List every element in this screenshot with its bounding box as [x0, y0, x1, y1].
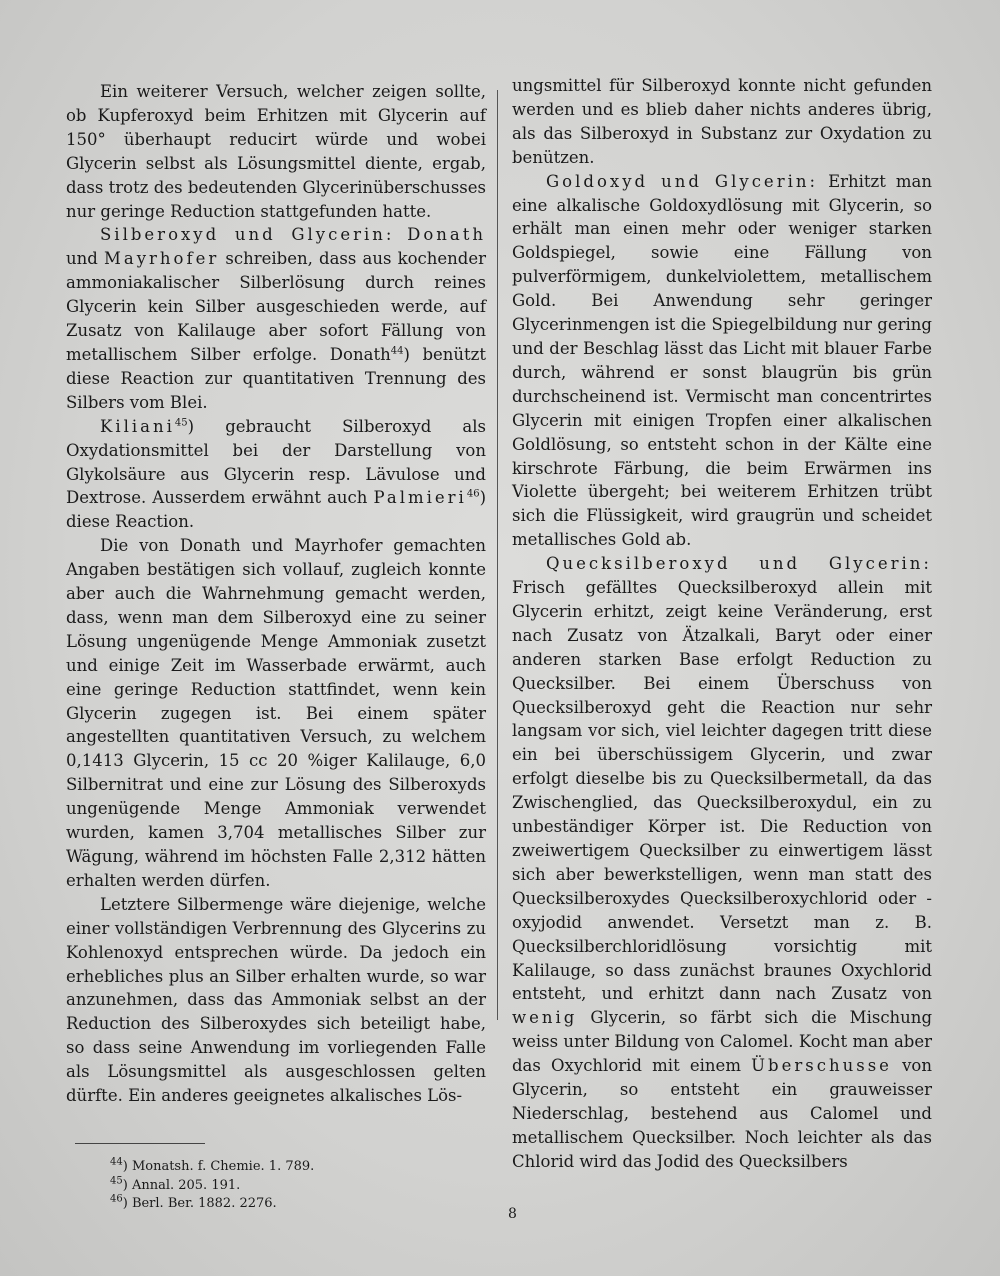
footnote-item — [110, 1195, 460, 1214]
right-column — [512, 74, 932, 1174]
paragraph-text: schreiben, dass aus kochender ammoniakalischer Silberlösung durch reines Glycerin kein Silber ausgeschieden werde, auf Zusatz von Kalilauge aber sofort Fällung von metallischem Silber erfolge. Donath — [66, 249, 486, 364]
footnote-text: ) Annal. 205. 191. — [122, 1177, 241, 1193]
footnote-text: ) Monatsh. f. Chemie. 1. 789. — [122, 1159, 315, 1174]
author-mayrhofer: Mayrhofer — [103, 249, 220, 269]
paragraph-text: ) benützt diese Reaction zur quantitativen Trennung des Silbers vom Blei. — [66, 344, 486, 412]
paragraph-text: Frisch gefälltes Quecksilberoxyd allein mit Glycerin erhitzt, zeigt keine Veränderung, erst nach Zusatz von Ätzalkali, Baryt oder einer anderen starken Base erfolgt Reduction zu Quecksilber. Bei einem Überschuss von Quecksilberoxyd geht die Reaction nur sehr langsam vor sich, viel leichter dagegen tritt diese ein bei überschüssigem Glycerin, und zwar erfolgt dieselbe bis zu Quecksilbermetall, da das Zwischenglied, das Quecksilberoxydul, ein zu unbeständiger Körper ist. Die Reduction von zweiwertigem Quecksilber zu einwertigem lässt sich aber bewerkstelligen, wenn man statt des Quecksilberoxydes Quecksilberoxychlorid oder -oxyjodid anwendet. Versetzt man z. B. Quecksilberchloridlösung vorsichtig mit Kalilauge, so dass zunächst braunes Oxychlorid entsteht, und erhitzt dann nach Zusatz von — [512, 578, 932, 1004]
paragraph-text: Glycerin, so färbt sich die Mischung weiss unter Bildung von Calomel. Kocht man aber das Oxychlorid mit einem — [512, 1008, 932, 1076]
paragraph-kupferoxyd: Ein weiterer Versuch, welcher zeigen sollte, ob Kupferoxyd beim Erhitzen mit Glycerin auf 150° überhaupt reducirt würde und wobei Glycerin selbst als Lösungsmittel diente, ergab, dass trotz des bedeutenden Glycerinüberschusses nur geringe Reduction stattgefunden hatte. — [66, 82, 486, 221]
paragraph-kiliani — [66, 415, 486, 535]
paragraph-silbermenge: Letztere Silbermenge wäre diejenige, welche einer vollständigen Verbrennung des Glycerins zu Kohlenoxyd entsprechen würde. Da jedoch ein erhebliches plus an Silber erhalten wurde, so war anzunehmen, dass das Ammoniak selbst an der Reduction des Silberoxydes sich beteiligt habe, so dass seine Anwendung im vorliegenden Falle als Lösungsmittel als ausgeschlossen gelten dürfte. Ein anderes geeignetes alkalisches Lös- — [66, 894, 486, 1106]
footnote-ref: 44 — [390, 345, 404, 357]
section-heading-quecksilberoxyd: Quecksilberoxyd und Glycerin: — [546, 554, 932, 574]
paragraph-continuation: ungsmittel für Silberoxyd konnte nicht gefunden werden und es blieb daher nichts anderes übrig, als das Silberoxyd in Substanz zur Oxydation zu benützen. — [512, 76, 932, 167]
section-heading-silberoxyd: Silberoxyd und Glycerin: — [100, 225, 395, 245]
column-divider — [497, 90, 498, 1020]
conjunction: und — [66, 249, 98, 269]
author-donath: Donath — [407, 225, 486, 245]
left-column — [66, 80, 486, 1108]
paragraph-bestaetigung: Die von Donath und Mayrhofer gemachten Angaben bestätigen sich vollauf, zugleich konnte aber auch die Wahrnehmung gemacht werden, dass, wenn man dem Silberoxyd eine zu seiner Lösung ungenügende Menge Ammoniak zusetzt und einige Zeit im Wasserbade erwärmt, auch eine geringe Reduction stattfindet, wenn kein Glycerin zugegen ist. Bei einem später angestellten quantitativen Versuch, zu welchem 0,1413 Glycerin, 15 cc 20 %iger Kalilauge, 6,0 Silbernitrat und eine zur Lösung des Silberoxyds ungenügende Menge Ammoniak verwendet wurden, kamen 3,704 metallisches Silber zur Wägung, während im höchsten Falle 2,312 hätten erhalten werden dürfen. — [66, 536, 486, 890]
footnote-text: ) Berl. Ber. 1882. 2276. — [122, 1196, 277, 1211]
paragraph-text: von Glycerin, so entsteht ein grauweisser Niederschlag, bestehend aus Calomel und metallischem Quecksilber. Noch leichter als das Chlorid wird das Jodid des Quecksilbers — [512, 1056, 932, 1171]
emphasis-ueberschusse: Überschusse — [751, 1056, 892, 1076]
footnotes — [110, 1158, 460, 1214]
paragraph-text: ) diese Reaction. — [66, 488, 486, 532]
emphasis-wenig: wenig — [512, 1008, 578, 1028]
paragraph-text: Erhitzt man eine alkalische Goldoxydlösung mit Glycerin, so erhält man einen mehr oder weniger starken Goldspiegel, sowie eine Fällung von pulverförmigem, dunkelviolettem, metallischem Gold. Bei Anwendung sehr geringer Glycerinmengen ist die Spiegelbildung nur gering und der Beschlag lässt das Licht mit blauer Farbe durch, während er sonst blaugrün bis grün durchscheinend ist. Vermischt man concentrirtes Glycerin mit einigen Tropfen einer alkalischen Goldlösung, so entsteht schon in der Kälte eine kirschrote Färbung, die beim Erwärmen ins Violette übergeht; bei weiterem Erhitzen trübt sich die Flüssigkeit, wird graugrün und scheidet metallisches Gold ab. — [512, 171, 932, 550]
footnote-number: 45 — [110, 1175, 123, 1187]
page-number: 8 — [508, 1206, 517, 1222]
paragraph-text: ) gebraucht Silberoxyd als Oxydationsmittel bei der Darstellung von Glykolsäure aus Glycerin resp. Lävulose und Dextrose. Ausserdem erwähnt auch — [66, 416, 486, 508]
footnote-item — [110, 1177, 460, 1196]
footnote-ref: 45 — [174, 417, 188, 429]
footnote-number: 46 — [110, 1193, 123, 1205]
footnote-number: 44 — [110, 1156, 123, 1168]
footnote-rule — [75, 1143, 205, 1144]
paragraph-quecksilberoxyd — [512, 552, 932, 1174]
paragraph-goldoxyd — [512, 170, 932, 553]
section-heading-goldoxyd: Goldoxyd und Glycerin: — [546, 171, 819, 191]
author-palmieri: Palmieri — [373, 488, 467, 508]
footnote-ref: 46 — [466, 488, 480, 500]
paragraph-silberoxyd — [66, 223, 486, 414]
author-kiliani: Kiliani — [100, 416, 175, 436]
footnote-item — [110, 1158, 460, 1177]
